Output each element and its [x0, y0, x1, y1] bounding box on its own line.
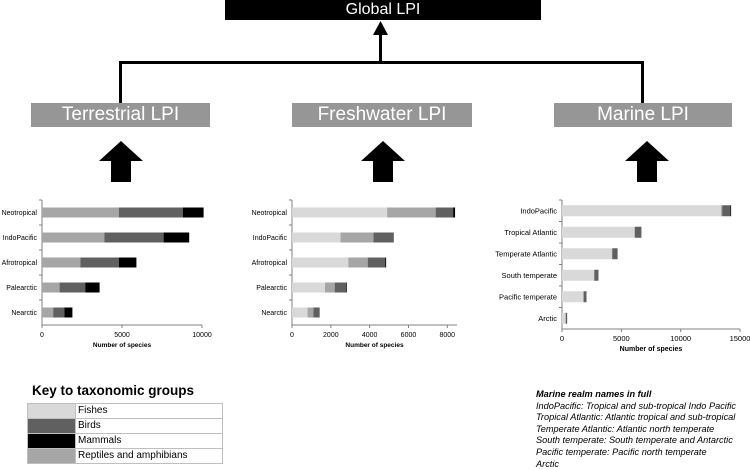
category-label: Afrotropical [252, 260, 288, 267]
key-row [28, 434, 223, 449]
realm-note: Temperate Atlantic: Atlantic north temperate [536, 424, 736, 436]
key-swatch [28, 449, 76, 464]
bar-segment [42, 308, 53, 318]
bar-segment [436, 208, 453, 218]
bar-segment [119, 258, 137, 268]
key-swatch [28, 404, 76, 419]
key-table [27, 403, 223, 464]
category-label: IndoPacific [520, 206, 557, 215]
key-label: Reptiles and amphibians [76, 449, 223, 464]
x-tick-label: 5000 [114, 332, 130, 339]
bar-segment [584, 291, 586, 302]
bar-segment [348, 258, 367, 268]
category-label: Pacific temperate [499, 292, 557, 301]
freshwater-up-arrow-icon [361, 141, 405, 182]
x-tick-label: 5000 [613, 334, 630, 343]
bar-segment [42, 233, 104, 243]
bar-segment [60, 283, 86, 293]
category-label: Neotropical [252, 210, 288, 217]
freshwater-lpi-box: Freshwater LPI [292, 103, 472, 127]
key-title: Key to taxonomic groups [32, 383, 194, 398]
bar-segment [292, 308, 308, 318]
bar-segment [374, 233, 393, 243]
global-lpi-title: Global LPI [225, 0, 541, 20]
x-tick-label: 10000 [670, 334, 691, 343]
bar-segment [313, 308, 319, 318]
category-label: Arctic [538, 314, 557, 323]
x-tick-label: 0 [40, 332, 44, 339]
key-row [28, 449, 223, 464]
bar-segment [42, 283, 60, 293]
realm-notes-title: Marine realm names in full [536, 389, 736, 401]
bar-segment [722, 205, 730, 216]
bar-segment [562, 205, 721, 216]
terrestrial-chart [0, 195, 240, 355]
key-swatch [28, 434, 76, 449]
up-arrowhead-icon [373, 21, 388, 35]
realm-note: IndoPacific: Tropical and sub-tropical Indo Pacific [536, 401, 736, 413]
bar-segment [346, 283, 347, 293]
key-row [28, 404, 223, 419]
connector-right-drop [641, 61, 644, 103]
bar-segment [42, 258, 80, 268]
bar-segment [393, 233, 394, 243]
category-label: Palearctic [6, 285, 37, 292]
key-row [28, 419, 223, 434]
bar-segment [325, 283, 335, 293]
bar-segment [119, 208, 183, 218]
bar-segment [104, 233, 163, 243]
terrestrial-up-arrow-icon [99, 141, 143, 182]
bar-segment [368, 258, 385, 268]
key-label: Mammals [76, 434, 223, 449]
key-swatch [28, 419, 76, 434]
connector-vertical-top [379, 32, 382, 63]
bar-segment [64, 308, 72, 318]
bar-segment [308, 308, 314, 318]
bar-segment [42, 208, 119, 218]
bar-segment [731, 205, 732, 216]
key-label: Fishes [76, 404, 223, 419]
bar-segment [635, 227, 641, 238]
freshwater-chart [240, 195, 480, 355]
bar-segment [183, 208, 204, 218]
category-label: Nearctic [11, 310, 37, 317]
realm-note: South temperate: South temperate and Antarctic [536, 435, 736, 447]
bar-segment [335, 283, 347, 293]
bar-segment [85, 283, 99, 293]
bar-segment [562, 313, 566, 324]
bar-segment [594, 270, 598, 281]
bar-segment [562, 291, 583, 302]
terrestrial-lpi-box: Terrestrial LPI [31, 103, 210, 127]
realm-note: Pacific temperate: Pacific north temperate [536, 447, 736, 459]
bar-segment [453, 208, 455, 218]
connector-horizontal [119, 61, 644, 64]
bar-segment [164, 233, 190, 243]
bar-segment [341, 233, 374, 243]
bar-segment [562, 270, 594, 281]
marine-lpi-box: Marine LPI [554, 103, 732, 127]
connector-left-drop [119, 61, 122, 103]
category-label: Palearctic [256, 285, 287, 292]
marine-up-arrow-icon [625, 141, 669, 182]
bar-segment [387, 208, 436, 218]
bar-segment [53, 308, 64, 318]
x-axis-title: Number of species [93, 342, 152, 349]
x-axis-title: Number of species [620, 346, 683, 353]
marine-realm-notes [536, 389, 736, 470]
x-tick-label: 6000 [401, 332, 417, 339]
bar-segment [562, 227, 634, 238]
bar-segment [385, 258, 386, 268]
category-label: IndoPacific [253, 235, 288, 242]
x-axis-title: Number of species [345, 342, 404, 349]
category-label: IndoPacific [3, 235, 38, 242]
bar-segment [292, 233, 341, 243]
x-tick-label: 0 [560, 334, 564, 343]
x-tick-label: 0 [290, 332, 294, 339]
bar-segment [562, 248, 612, 259]
realm-note: Arctic [536, 459, 736, 470]
x-tick-label: 10000 [192, 332, 212, 339]
category-label: South temperate [502, 271, 557, 280]
key-label: Birds [76, 419, 223, 434]
bar-segment [80, 258, 118, 268]
bar-segment [566, 313, 567, 324]
x-tick-label: 2000 [323, 332, 339, 339]
bar-segment [292, 208, 387, 218]
category-label: Afrotropical [2, 260, 38, 267]
marine-chart [490, 195, 750, 360]
bar-segment [292, 283, 325, 293]
x-tick-label: 4000 [362, 332, 378, 339]
category-label: Neotropical [2, 210, 38, 217]
bar-segment [292, 258, 348, 268]
x-tick-label: 8000 [440, 332, 456, 339]
bar-segment [634, 227, 635, 238]
category-label: Nearctic [261, 310, 287, 317]
category-label: Tropical Atlantic [504, 228, 557, 237]
category-label: Temperate Atlantic [495, 249, 557, 258]
bar-segment [612, 248, 617, 259]
x-tick-label: 15000 [730, 334, 750, 343]
realm-note: Tropical Atlantic: Atlantic tropical and sub-tropical [536, 412, 736, 424]
bar-segment [721, 205, 722, 216]
